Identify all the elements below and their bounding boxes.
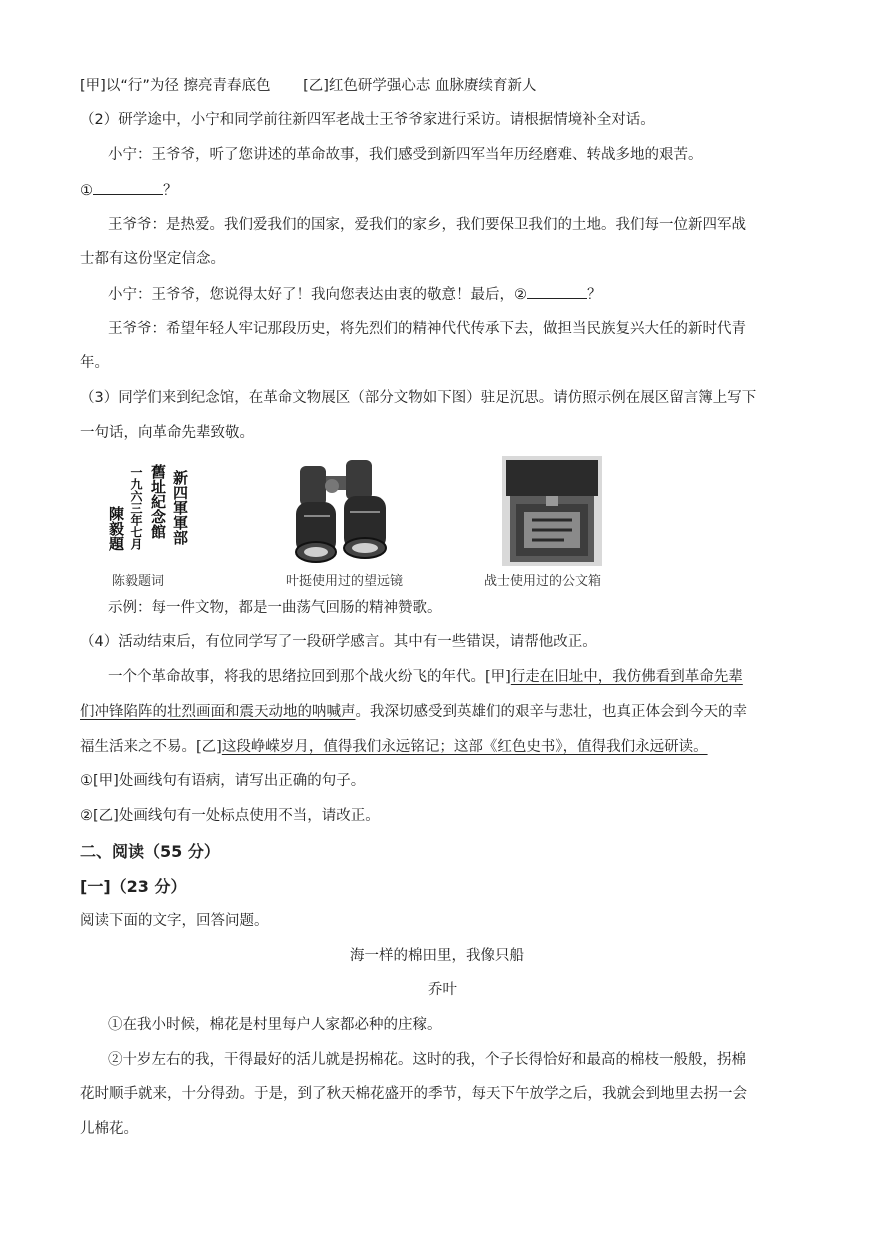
paragraph-2-line-3: 儿棉花。 (80, 1121, 138, 1137)
document-case-drawing (502, 456, 602, 566)
calligraphy-drawing (108, 456, 200, 568)
reading-instruction: 阅读下面的文字，回答问题。 (80, 913, 269, 929)
example-sentence: 示例：每一件文物，都是一曲荡气回肠的精神赞歌。 (108, 600, 442, 616)
question-3-cont: 一句话，向革命先辈致敬。 (80, 425, 254, 441)
relic-3-caption: 战士使用过的公文箱 (484, 574, 602, 589)
question-4: （4）活动结束后，有位同学写了一段研学感言。其中有一些错误，请帮他改正。 (80, 634, 597, 650)
relic-2-caption: 叶挺使用过的望远镜 (286, 574, 404, 589)
answer-blank-1[interactable] (93, 180, 163, 195)
answer-blank-2[interactable] (527, 284, 587, 299)
question-3: （3）同学们来到纪念馆，在革命文物展区（部分文物如下图）驻足沉思。请仿照示例在展区留言簿上写下 (80, 390, 757, 406)
section-reading-heading: 二、阅读（55 分） (80, 842, 220, 861)
paragraph-2-line-2: 花时顺手就来，十分得劲。于是，到了秋天棉花盛开的季节，每天下午放学之后，我就会到地里去拐一会 (80, 1086, 747, 1102)
paragraph-2-line-1: ②十岁左右的我，干得最好的活儿就是拐棉花。这时的我，个子长得恰好和最高的棉枝一般般，拐棉 (108, 1052, 746, 1068)
calligraphy-col-2: 舊址紀念館 (149, 464, 167, 539)
sub-question-1: ①[甲]处画线句有语病，请写出正确的句子。 (80, 773, 366, 789)
dialogue-wang-2: 王爷爷：希望年轻人牢记那段历史，将先烈们的精神代代传承下去，做担当民族复兴大任的新时代青 (108, 321, 746, 337)
binoculars-drawing (290, 456, 394, 568)
calligraphy-col-4: 陳毅題 (108, 506, 125, 551)
underlined-sentence-yi: 这段峥嵘岁月，值得我们永远铭记；这部《红色史书》，值得我们永远研读。 (221, 739, 708, 755)
underlined-sentence-jia-part1: 行走在旧址中，我仿佛看到革命先辈 (510, 669, 743, 685)
blank-1-line: ① ？ (80, 180, 178, 201)
title-jia: [甲]以“行”为径 擦亮青春底色 (80, 78, 271, 94)
relic-binoculars-image (290, 456, 394, 568)
sub-question-2: ②[乙]处画线句有一处标点使用不当，请改正。 (80, 808, 380, 824)
dialogue-wang-1: 王爷爷：是热爱。我们爱我们的国家，爱我们的家乡，我们要保卫我们的土地。我们每一位新四军战 (108, 217, 746, 233)
subsection-heading: [一]（23 分） (80, 877, 187, 896)
essay-line-3: 福生活来之不易。[乙]这段峥嵘岁月，值得我们永远铭记；这部《红色史书》，值得我们永远研读。 (80, 739, 708, 755)
underlined-sentence-jia-part2: 们冲锋陷阵的壮烈画面和震天动地的呐喊声 (80, 704, 356, 720)
relic-calligraphy-image (108, 456, 200, 568)
question-2: （2）研学途中，小宁和同学前往新四军老战士王爷爷家进行采访。请根据情境补全对话。 (80, 112, 655, 128)
essay-line-2: 们冲锋陷阵的壮烈画面和震天动地的呐喊声。我深切感受到英雄们的艰辛与悲壮，也真正体会到今天的幸 (80, 704, 747, 720)
dialogue-xiaoning-1: 小宁：王爷爷，听了您讲述的革命故事，我们感受到新四军当年历经磨难、转战多地的艰苦。 (108, 147, 703, 163)
relic-document-case-image (502, 456, 602, 566)
calligraphy-col-3: 一九六三年七月 (129, 466, 143, 550)
dialogue-wang-2-cont: 年。 (80, 355, 109, 371)
essay-line-1: 一个个革命故事，将我的思绪拉回到那个战火纷飞的年代。[甲]行走在旧址中，我仿佛看到革命先辈 (108, 669, 743, 685)
relic-1-caption: 陈毅题词 (112, 574, 165, 589)
title-yi: [乙]红色研学强心志 血脉赓续育新人 (303, 78, 537, 94)
paragraph-1: ①在我小时候，棉花是村里每户人家都必种的庄稼。 (108, 1017, 442, 1033)
article-title: 海一样的棉田里，我像只船 (350, 948, 524, 964)
dialogue-xiaoning-2: 小宁：王爷爷，您说得太好了！我向您表达由衷的敬意！最后，② ？ (108, 284, 602, 305)
calligraphy-col-1: 新四軍軍部 (171, 470, 189, 545)
dialogue-wang-1-cont: 士都有这份坚定信念。 (80, 251, 225, 267)
section-titles (80, 76, 536, 96)
article-author: 乔叶 (428, 982, 457, 998)
